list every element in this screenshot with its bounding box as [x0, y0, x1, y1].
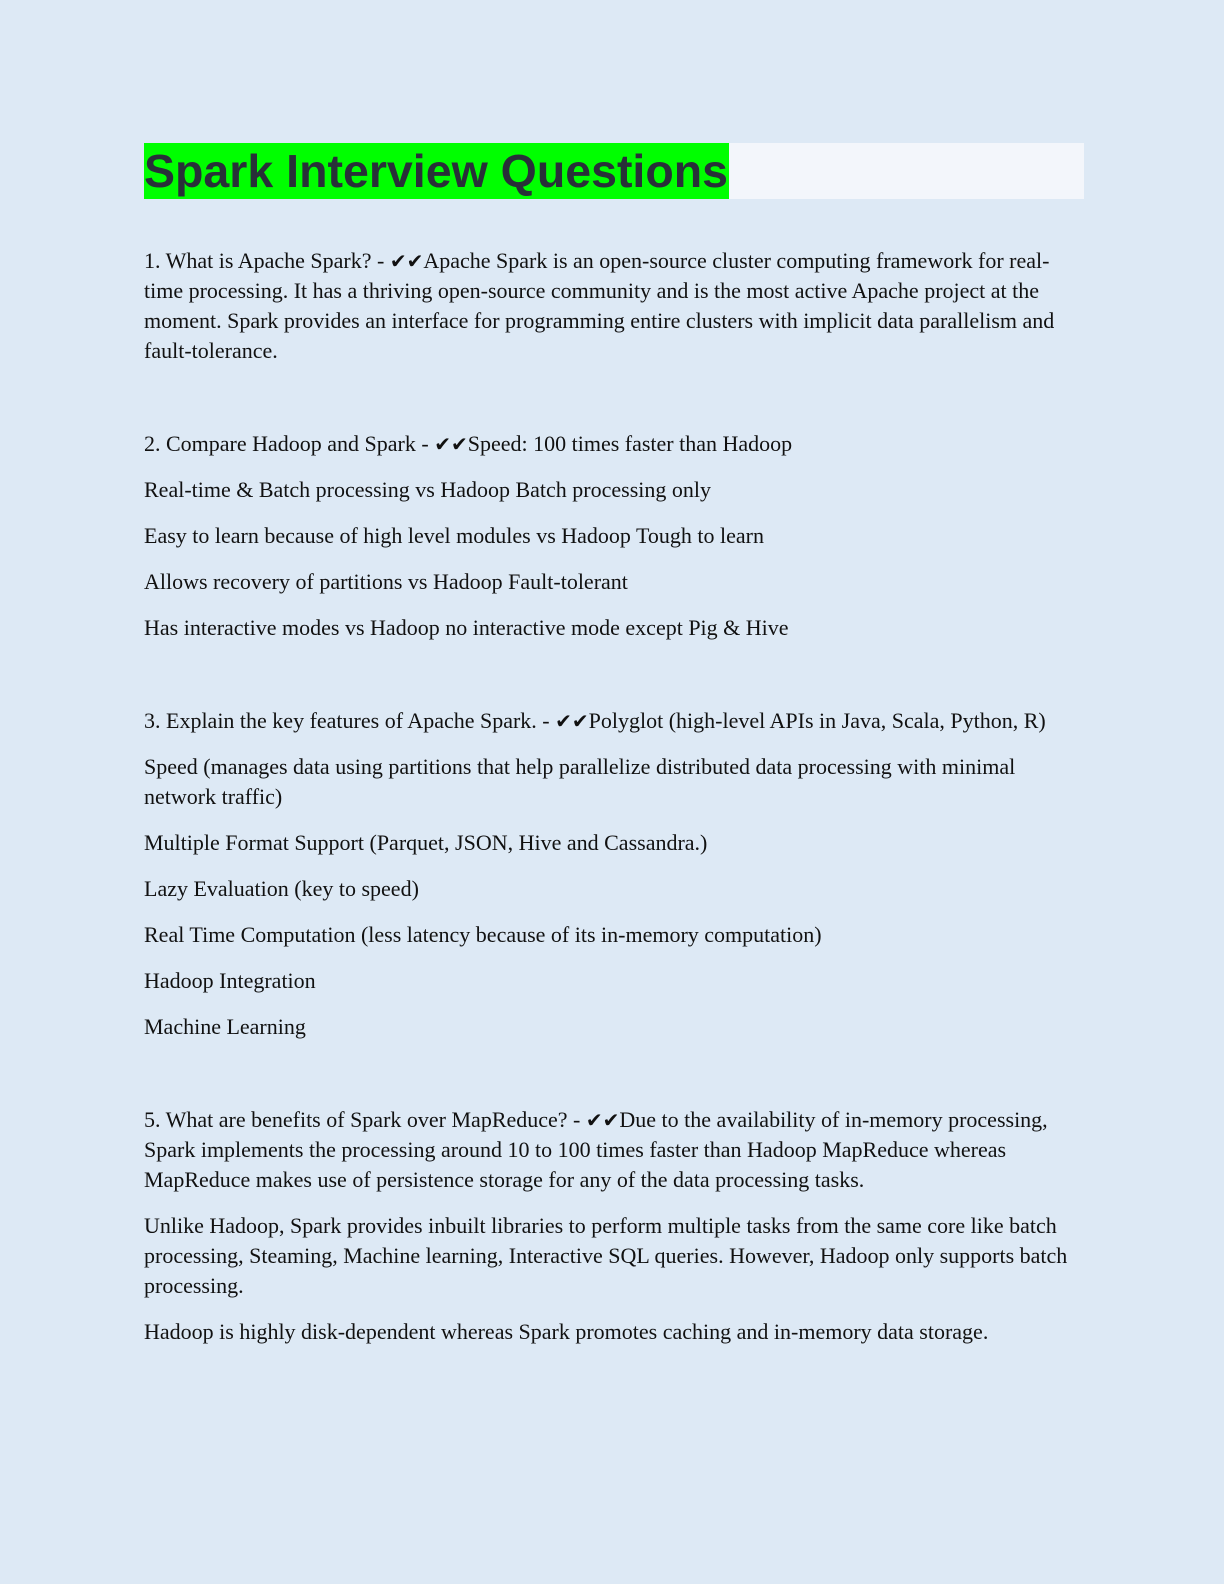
answer-text: Due to the availability of in-memory processing, Spark implements the processing around 10 to 100 times faster than Hadoop MapReduce whereas MapReduce makes use of persistence storage for any of the data processing tasks. — [144, 1107, 1048, 1192]
answer-line: Hadoop is highly disk-dependent whereas Spark promotes caching and in-memory data storage. — [144, 1319, 989, 1344]
document-page — [144, 143, 1084, 1347]
answer-line: Real-time & Batch processing vs Hadoop Batch processing only — [144, 477, 711, 502]
question-block-5 — [144, 1105, 1084, 1347]
question-block-1 — [144, 246, 1084, 366]
page-title: Spark Interview Questions — [144, 145, 729, 197]
double-check-icon: ✔✔ — [389, 249, 424, 273]
question-paragraph — [144, 246, 1084, 366]
question-paragraph — [144, 1105, 1084, 1195]
answer-line: Lazy Evaluation (key to speed) — [144, 876, 419, 901]
question-paragraph — [144, 429, 1084, 459]
question-text: Compare Hadoop and Spark - — [166, 431, 429, 456]
double-check-icon: ✔✔ — [555, 709, 589, 733]
answer-line: Unlike Hadoop, Spark provides inbuilt libraries to perform multiple tasks from the same core like batch processing, Steaming, Machine learning, Interactive SQL queries. However, Hadoop only supports batch processing. — [144, 1213, 1068, 1298]
question-text: What is Apache Spark? - — [165, 248, 385, 273]
title-bar — [144, 143, 1084, 199]
question-number: 1. — [144, 248, 161, 273]
answer-line: Multiple Format Support (Parquet, JSON, Hive and Cassandra.) — [144, 830, 708, 855]
answer-line: Hadoop Integration — [144, 968, 316, 993]
question-number: 3. — [144, 708, 161, 733]
double-check-icon: ✔✔ — [434, 432, 468, 456]
answer-line: Has interactive modes vs Hadoop no interactive mode except Pig & Hive — [144, 615, 789, 640]
double-check-icon: ✔✔ — [585, 1108, 620, 1132]
question-number: 2. — [144, 431, 161, 456]
answer-text: Speed: 100 times faster than Hadoop — [467, 431, 793, 456]
answer-text: Apache Spark is an open-source cluster computing framework for real-time processing. It has a thriving open-source community and is the most active Apache project at the moment. Spark provides an interface for programming entire clusters with implicit data parallelism and fault-tolerance. — [144, 248, 1055, 363]
question-block-3 — [144, 706, 1084, 1042]
document-content — [144, 246, 1084, 1347]
answer-text: Polyglot (high-level APIs in Java, Scala, Python, R) — [588, 708, 1046, 733]
question-text: Explain the key features of Apache Spark. - — [166, 708, 550, 733]
question-text: What are benefits of Spark over MapReduce? - — [165, 1107, 581, 1132]
question-block-2 — [144, 429, 1084, 643]
answer-line: Real Time Computation (less latency because of its in-memory computation) — [144, 922, 822, 947]
answer-line: Easy to learn because of high level modules vs Hadoop Tough to learn — [144, 523, 765, 548]
answer-line: Speed (manages data using partitions that help parallelize distributed data processing with minimal network traffic) — [144, 754, 1016, 809]
question-paragraph — [144, 706, 1084, 736]
question-number: 5. — [144, 1107, 161, 1132]
answer-line: Machine Learning — [144, 1014, 306, 1039]
answer-line: Allows recovery of partitions vs Hadoop Fault-tolerant — [144, 569, 628, 594]
